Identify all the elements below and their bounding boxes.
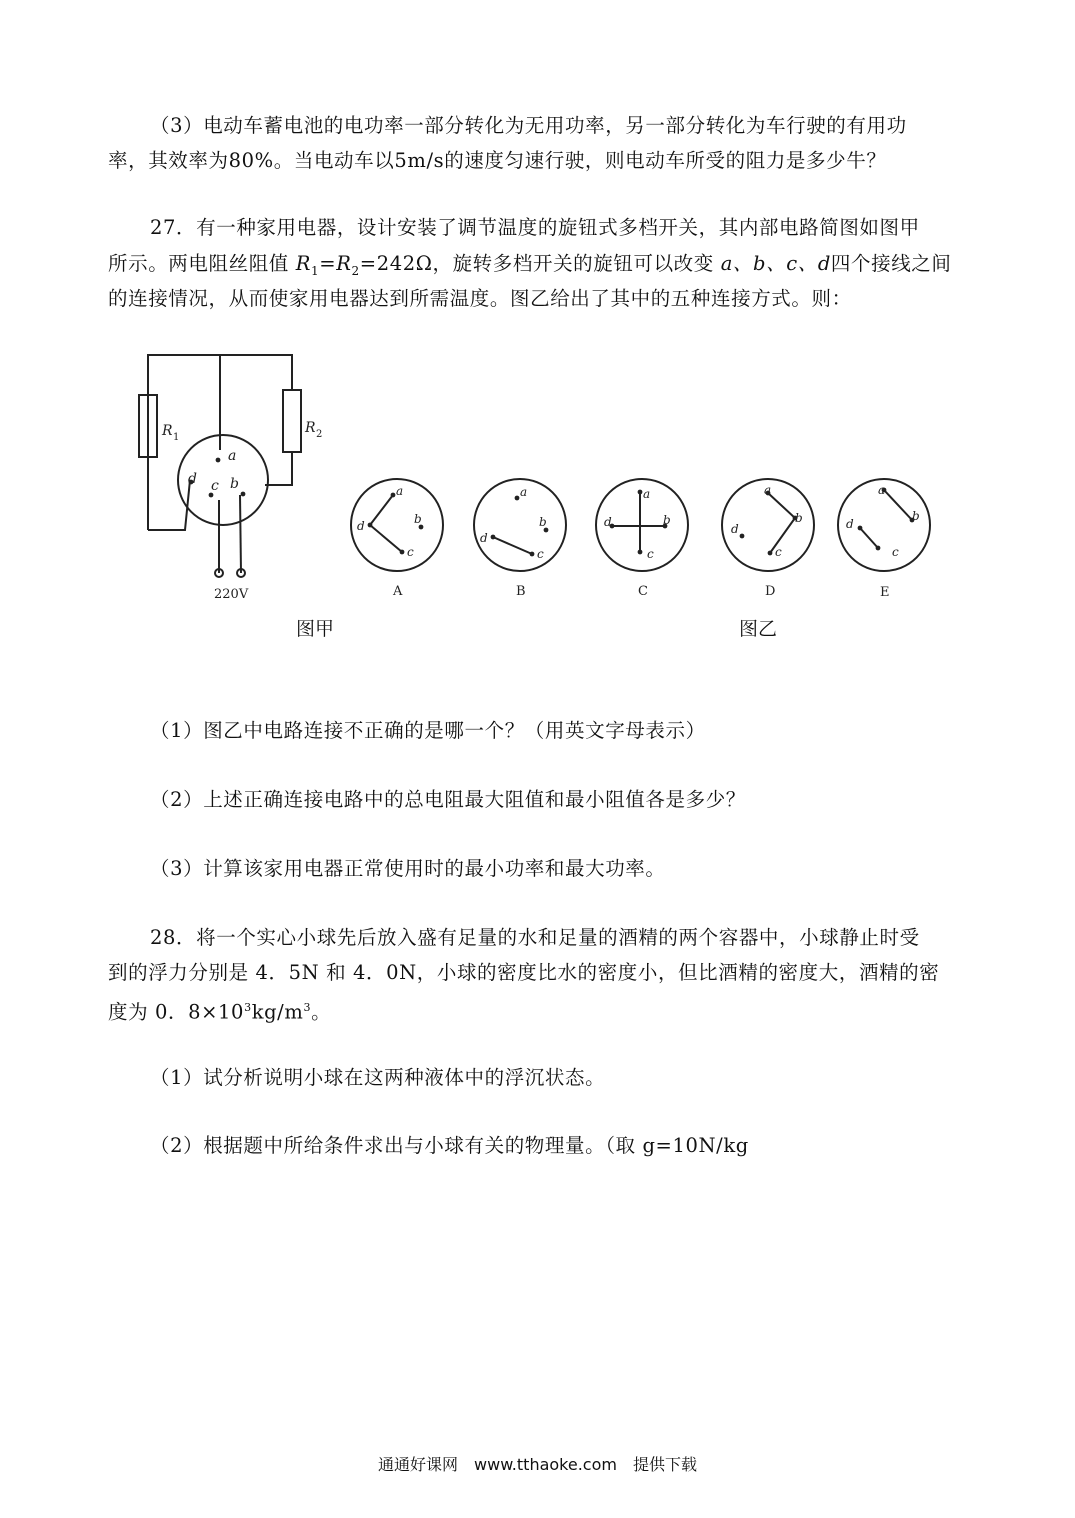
opt-e-pin-c: c [892,545,899,559]
pin-a-label: a [228,448,237,464]
q27-line1: 27．有一种家用电器，设计安装了调节温度的旋钮式多档开关，其内部电路简图如图甲 [150,216,920,239]
opt-a-pin-b: b [414,512,422,526]
figure-jia-circuit [139,355,301,577]
resistor-r2 [283,390,301,452]
q26-3-line1: （3）电动车蓄电池的电功率一部分转化为无用功率，另一部分转化为车行驶的有用功 [150,114,907,137]
voltage-label: 220V [214,587,249,602]
opt-e-pin-b: b [912,509,920,523]
page-footer: 通通好课网 www.tthaoke.com 提供下载 [378,1455,697,1474]
opt-d-pin-c: c [775,545,782,559]
pin-d-label: d [188,471,197,487]
option-a-label: A [393,584,403,599]
opt-c-pin-a: a [643,487,651,501]
opt-c-pin-b: b [663,513,671,527]
r2-index: 2 [316,429,323,440]
opt-e-pin-d: d [846,517,854,531]
option-c-label: C [638,584,648,599]
opt-b-pin-b: b [539,515,547,529]
opt-d-pin-a: a [764,483,772,497]
r1-index: 1 [173,432,180,443]
r2-label: R [305,420,316,436]
opt-b-pin-c: c [537,547,544,561]
q28-line1: 28．将一个实心小球先后放入盛有足量的水和足量的酒精的两个容器中，小球静止时受 [150,926,920,949]
opt-d-pin-d: d [731,522,739,536]
q28-sub2: （2）根据题中所给条件求出与小球有关的物理量。（取 g=10N/kg [150,1134,749,1157]
q27-line2: 所示。两电阻丝阻值 $R_1=R_2=242\Omega$，旋转多档开关的旋钮可以改变 a、b、c、d四个接线之间 [108,252,952,278]
opt-a-pin-a: a [396,484,404,498]
q28-sub1: （1）试分析说明小球在这两种液体中的浮沉状态。 [150,1066,606,1089]
q28-line3: 度为 0．$8\times 10^3kg/m^3$。 [108,1000,332,1024]
option-e-label: E [880,585,890,600]
q27-sub2: （2）上述正确连接电路中的总电阻最大阻值和最小阻值各是多少？ [150,788,746,811]
opt-e-pin-a: a [878,483,886,497]
opt-d-pin-b: b [795,511,803,525]
pin-c-label: c [211,478,219,494]
opt-c-pin-d: d [604,515,612,529]
r1-label: R [162,423,173,439]
opt-b-pin-d: d [480,531,488,545]
q27-sub3: （3）计算该家用电器正常使用时的最小功率和最大功率。 [150,857,666,880]
pin-b-label: b [230,476,239,492]
opt-c-pin-c: c [647,547,654,561]
figure-yi-caption: 图乙 [739,618,778,640]
circuit-figure [0,340,1075,620]
figure-jia-caption: 图甲 [296,618,335,640]
q27-line3: 的连接情况，从而使家用电器达到所需温度。图乙给出了其中的五种连接方式。则： [108,287,852,310]
opt-a-pin-d: d [357,519,365,533]
q28-line2: 到的浮力分别是 4．5N 和 4．0N，小球的密度比水的密度小，但比酒精的密度大，酒精的密 [108,961,940,984]
option-d-label: D [765,584,776,599]
option-b-label: B [516,584,526,599]
q27-sub1: （1）图乙中电路连接不正确的是哪一个？（用英文字母表示） [150,719,706,742]
opt-b-pin-a: a [520,485,528,499]
q26-3-line2: 率，其效率为80%。当电动车以5m/s的速度匀速行驶，则电动车所受的阻力是多少牛？ [108,149,887,172]
pin-letters: a、b、c、d [720,252,831,275]
opt-a-pin-c: c [407,545,414,559]
